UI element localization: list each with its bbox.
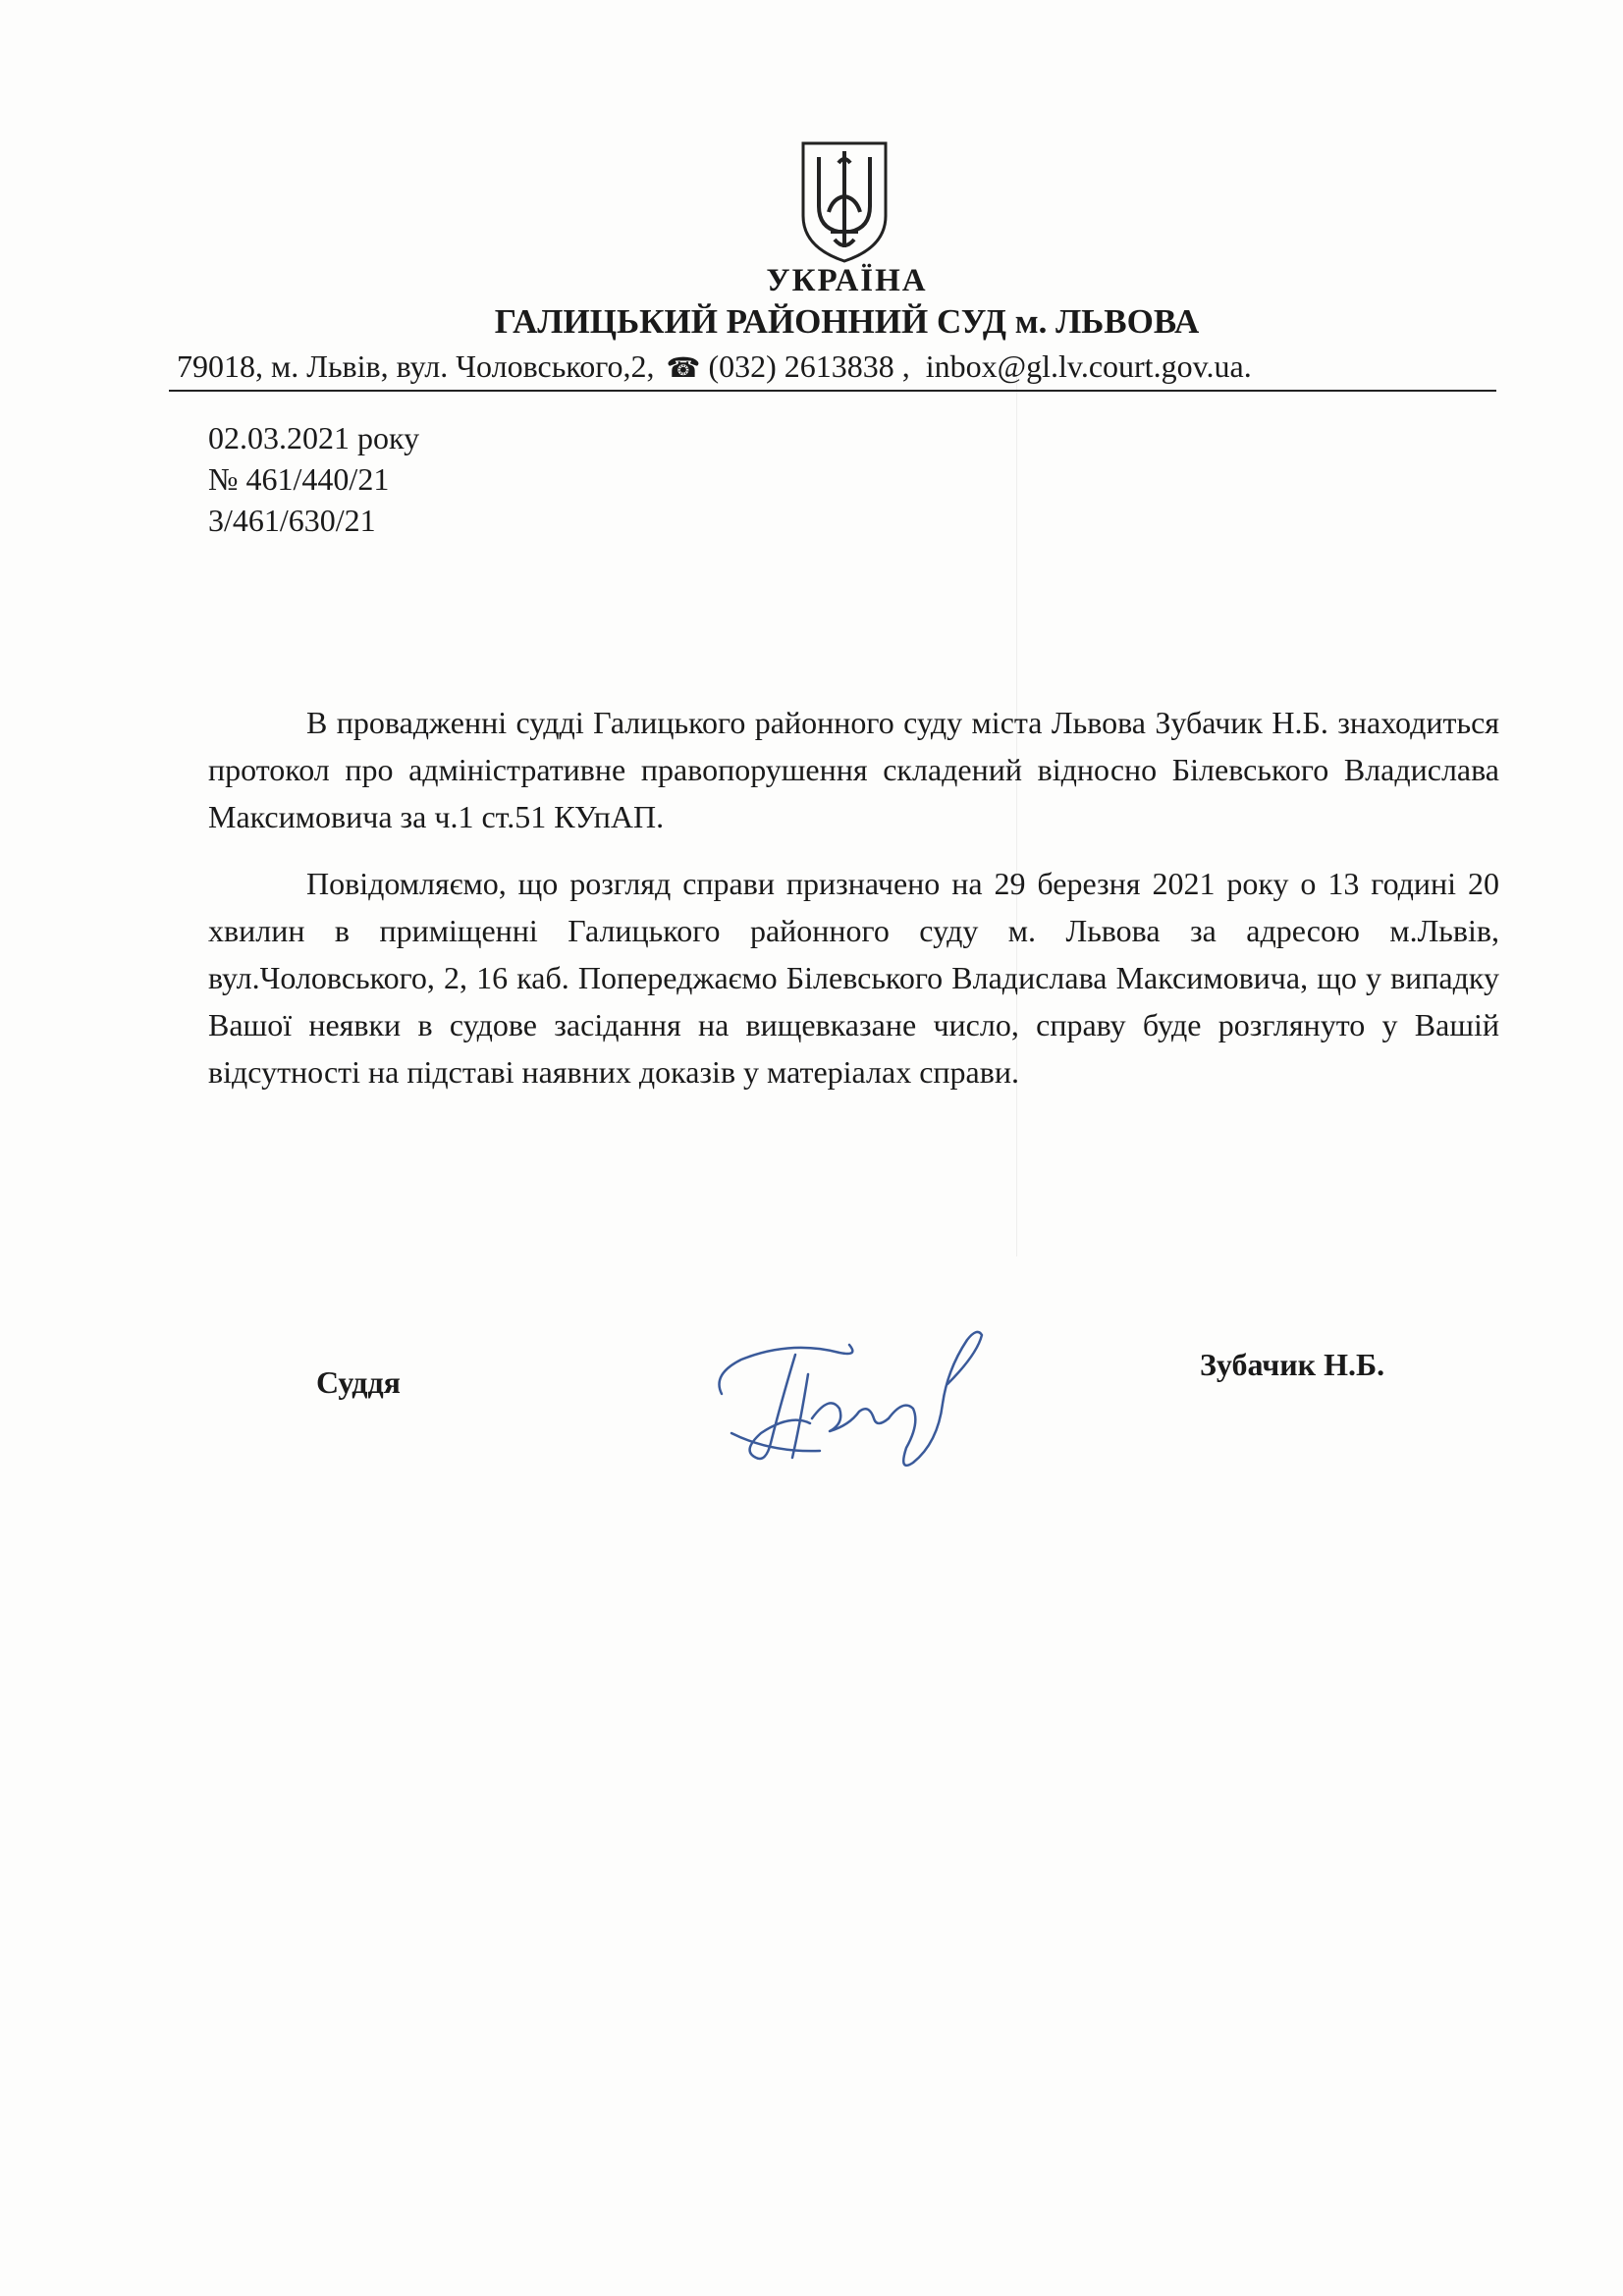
phone-number: (032) 2613838 , xyxy=(708,348,910,384)
country-heading: УКРАЇНА xyxy=(766,263,928,298)
telephone-icon: ☎ xyxy=(666,353,701,384)
paragraph-hearing-notice: Повідомляємо, що розгляд справи призначено на 29 березня 2021 року о 13 годині 20 хвилин в приміщенні Галицького районного суду м. Львова за адресою м.Львів, вул.Чоловського, 2, 16 каб. Попереджаємо Білевського Владислава Максимовича, що у випадку Вашої неявки в судове засідання на вищевказане число, справу буде розглянуто у Вашій відсутності на підставі наявних доказів у матеріалах справи. xyxy=(208,866,1499,1090)
paragraph-proceedings: В провадженні судді Галицького районного суду міста Львова Зубачик Н.Б. знаходиться протокол про адміністративне правопорушення складений відносно Білевського Владислава Максимовича за ч.1 ст.51 КУпАП. xyxy=(208,705,1499,834)
handwritten-signature xyxy=(702,1315,1016,1502)
court-address-line xyxy=(177,348,1492,385)
outgoing-number: № 461/440/21 xyxy=(208,461,390,497)
letter-body xyxy=(208,699,1499,1115)
document-date: 02.03.2021 року xyxy=(208,420,420,455)
trident-emblem-icon xyxy=(795,137,893,265)
court-name-heading: ГАЛИЦЬКИЙ РАЙОННИЙ СУД м. ЛЬВОВА xyxy=(494,302,1200,341)
case-number: 3/461/630/21 xyxy=(208,503,376,538)
letterhead-divider xyxy=(169,390,1496,392)
signatory-title: Суддя xyxy=(316,1364,401,1400)
document-meta xyxy=(208,417,419,541)
email-address: inbox@gl.lv.court.gov.ua. xyxy=(925,348,1252,384)
postal-address: 79018, м. Львів, вул. Чоловського,2, xyxy=(177,348,655,384)
signatory-name: Зубачик Н.Б. xyxy=(1200,1347,1385,1382)
